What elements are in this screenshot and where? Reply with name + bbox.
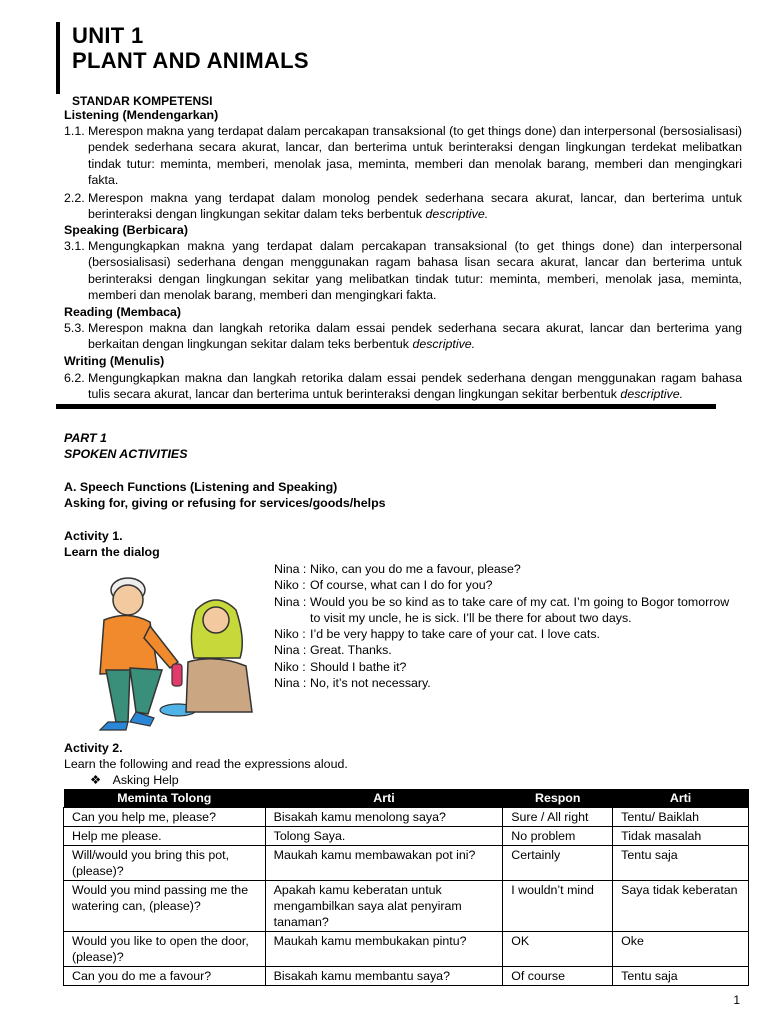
table-cell: No problem — [503, 827, 613, 846]
unit-title: PLANT AND ANIMALS — [72, 48, 309, 73]
dialog-line — [274, 675, 754, 691]
dialog-line-continued — [274, 610, 754, 626]
table-cell: Will/would you bring this pot, (please)? — [64, 846, 266, 881]
table-row — [64, 808, 749, 827]
dialog-line — [274, 642, 754, 658]
dialog-utterance: I’d be very happy to take care of your cat. I love cats. — [310, 627, 600, 642]
section-a-title: A. Speech Functions (Listening and Speaking) — [64, 480, 338, 494]
competency-3-1 — [64, 238, 742, 303]
table-row — [64, 932, 749, 967]
dialog-utterance-continued: to visit my uncle, he is sick. I’ll be there for about two days. — [310, 610, 632, 625]
dialog-speaker: Nina : — [274, 594, 307, 609]
table-cell: Certainly — [503, 846, 613, 881]
part-label: PART 1 — [64, 431, 107, 445]
table-cell: Sure / All right — [503, 808, 613, 827]
dialog-line — [274, 659, 754, 675]
competency-5-3 — [64, 320, 742, 353]
table-row — [64, 967, 749, 986]
table-header: Arti — [265, 789, 503, 808]
title-bar-decoration — [56, 22, 60, 94]
table-cell: Can you help me, please? — [64, 808, 266, 827]
dialog-utterance: Would you be so kind as to take care of my cat. I’m going to Bogor tomorrow — [310, 594, 730, 609]
dialog-line — [274, 626, 754, 642]
children-cat-illustration — [70, 562, 260, 742]
table-cell: Help me please. — [64, 827, 266, 846]
competency-number: 1.1. — [64, 124, 85, 138]
competency-number: 6.2. — [64, 371, 85, 385]
table-cell: Tidak masalah — [613, 827, 749, 846]
competency-text: Merespon makna yang terdapat dalam monolog pendek sederhana secara akurat, lancar, dan berterima untuk berinteraksi dengan lingkungan sekitar dalam teks berbentuk — [88, 191, 742, 222]
dialog — [274, 561, 754, 691]
activity2-title: Activity 2. — [64, 741, 123, 755]
competency-number: 5.3. — [64, 321, 85, 335]
competency-6-2 — [64, 370, 742, 403]
reading-heading: Reading (Membaca) — [64, 305, 182, 319]
table-cell: Oke — [613, 932, 749, 967]
dialog-speaker: Niko : — [274, 659, 306, 674]
competency-emphasis: descriptive. — [412, 337, 476, 352]
competency-text: Mengungkapkan makna yang terdapat dalam percakapan transaksional (to get things done) dan interpersonal (bersosialisasi) sederhana dengan menggunakan ragam bahasa lisan secara akurat, lancar dan berterima untuk berinteraksi dengan lingkungan sekitar yang melibatkan tindak tutur: meminta, memberi, menolak jasa, meminta, memberi dan menolak barang, memberi dan mengingkari fakta. — [88, 239, 742, 302]
bullet-diamond-icon: ❖ — [90, 773, 102, 787]
table-cell: Of course — [503, 967, 613, 986]
table-cell: Maukah kamu membukakan pintu? — [265, 932, 503, 967]
table-cell: I wouldn’t mind — [503, 881, 613, 932]
table-cell: Bisakah kamu menolong saya? — [265, 808, 503, 827]
table-cell: Maukah kamu membawakan pot ini? — [265, 846, 503, 881]
dialog-speaker: Nina : — [274, 676, 307, 691]
competency-number: 2.2. — [64, 191, 85, 205]
section-a-subtitle: Asking for, giving or refusing for services/goods/helps — [64, 496, 386, 510]
asking-help-bullet — [90, 772, 179, 788]
activity1-title: Activity 1. — [64, 529, 123, 543]
table-cell: Tentu/ Baiklah — [613, 808, 749, 827]
section-divider — [56, 404, 716, 409]
dialog-utterance: Of course, what can I do for you? — [310, 578, 493, 593]
table-header: Arti — [613, 789, 749, 808]
table-header-row — [64, 789, 749, 808]
dialog-speaker: Nina : — [274, 643, 307, 658]
table-cell: Tentu saja — [613, 967, 749, 986]
competency-number: 3.1. — [64, 239, 85, 253]
table-cell: Would you like to open the door, (please)? — [64, 932, 266, 967]
asking-help-label: Asking Help — [112, 773, 179, 787]
table-row — [64, 827, 749, 846]
table-cell: Apakah kamu keberatan untuk mengambilkan saya alat penyiram tanaman? — [265, 881, 503, 932]
competency-emphasis: descriptive. — [620, 387, 684, 402]
competency-1-1 — [64, 123, 742, 188]
activity1-instruction: Learn the dialog — [64, 545, 160, 559]
dialog-utterance: No, it’s not necessary. — [310, 676, 431, 691]
dialog-line — [274, 577, 754, 593]
table-cell: Tentu saja — [613, 846, 749, 881]
dialog-utterance: Great. Thanks. — [310, 643, 392, 658]
table-header: Meminta Tolong — [64, 789, 266, 808]
dialog-speaker: Nina : — [274, 562, 307, 576]
table-cell: Saya tidak keberatan — [613, 881, 749, 932]
competency-text: Mengungkapkan makna dan langkah retorika dalam essai pendek sederhana dengan menggunakan ragam bahasa tulis secara akurat, lancar dan berterima untuk berinteraksi dengan lingkungan sekitar berbentuk — [88, 371, 742, 402]
table-cell: Tolong Saya. — [265, 827, 503, 846]
competency-text: Merespon makna yang terdapat dalam percakapan transaksional (to get things done) dan interpersonal (bersosialisasi) pendek sederhana secara akurat, lancar, dan berterima untuk berinteraksi dengan lingkungan terdekat melibatkan tindak tutur: meminta, memberi, menolak jasa, meminta, memberi dan menolak barang, memberi dan mengingkari fakta. — [88, 124, 742, 187]
dialog-utterance: Niko, can you do me a favour, please? — [310, 562, 521, 576]
dialog-line — [274, 594, 754, 610]
table-row — [64, 846, 749, 881]
activity2-instruction: Learn the following and read the expressions aloud. — [64, 757, 348, 771]
speaking-heading: Speaking (Berbicara) — [64, 223, 188, 237]
page-number: 1 — [733, 993, 740, 1007]
table-cell: OK — [503, 932, 613, 967]
table-header: Respon — [503, 789, 613, 808]
table-cell: Can you do me a favour? — [64, 967, 266, 986]
writing-heading: Writing (Menulis) — [64, 354, 165, 368]
part-title: SPOKEN ACTIVITIES — [64, 447, 188, 461]
listening-heading: Listening (Mendengarkan) — [64, 108, 219, 122]
competency-emphasis: descriptive. — [425, 207, 489, 222]
table-row — [64, 881, 749, 932]
expressions-table — [63, 789, 749, 986]
standard-heading: STANDAR KOMPETENSI — [72, 94, 213, 108]
dialog-utterance: Should I bathe it? — [310, 659, 407, 674]
dialog-speaker: Niko : — [274, 627, 306, 642]
dialog-line — [274, 561, 754, 577]
competency-2-2 — [64, 190, 742, 223]
competency-text: Merespon makna dan langkah retorika dalam essai pendek sederhana secara akurat, lancar dan berterima yang berkaitan dengan lingkungan sekitar dalam teks berbentuk — [88, 321, 742, 352]
table-cell: Would you mind passing me the watering can, (please)? — [64, 881, 266, 932]
unit-number: UNIT 1 — [72, 23, 144, 48]
dialog-speaker: Niko : — [274, 578, 306, 593]
table-cell: Bisakah kamu membantu saya? — [265, 967, 503, 986]
